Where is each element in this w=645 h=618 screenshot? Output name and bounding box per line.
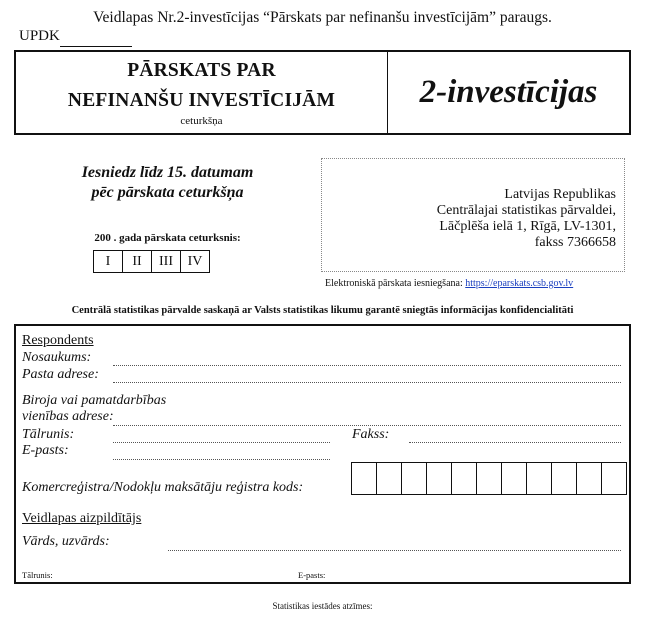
filler-name-field[interactable] xyxy=(168,550,621,551)
address-line3: Lāčplēša ielā 1, Rīgā, LV-1301, xyxy=(439,219,616,234)
email-field[interactable] xyxy=(113,459,330,460)
quarter-box-1[interactable]: I xyxy=(93,250,123,273)
registry-code-cells xyxy=(352,462,627,495)
phone-label: Tālrunis: xyxy=(22,427,75,442)
respondent-section-title: Respondents xyxy=(22,333,94,348)
updk-label: UPDK xyxy=(19,28,60,44)
quarter-label: 200 . gada pārskata ceturksnis: xyxy=(94,232,241,244)
electronic-link[interactable]: https://eparskats.csb.gov.lv xyxy=(465,278,574,289)
form-title-block xyxy=(16,52,388,133)
filler-name-label: Vārds, uzvārds: xyxy=(22,534,110,549)
form-header xyxy=(14,50,631,135)
registry-cell[interactable] xyxy=(601,462,627,495)
electronic-submission xyxy=(325,278,573,289)
registry-cell[interactable] xyxy=(401,462,427,495)
form-title-line1: PĀRSKATS PAR xyxy=(127,60,276,81)
registry-cell[interactable] xyxy=(426,462,452,495)
name-label: Nosaukums: xyxy=(22,350,92,365)
form-subtitle: ceturkšņa xyxy=(180,115,223,127)
postal-label: Pasta adrese: xyxy=(22,367,99,382)
registry-cell[interactable] xyxy=(576,462,602,495)
office-label-line2: vienības adrese: xyxy=(22,409,114,424)
form-code: 2-investīcijas xyxy=(419,74,598,110)
statistics-office-note: Statistikas iestādes atzīmes: xyxy=(272,601,373,611)
recipient-address-box xyxy=(321,158,625,272)
phone-field[interactable] xyxy=(113,442,330,443)
address-line1: Latvijas Republikas xyxy=(504,187,616,202)
registry-cell[interactable] xyxy=(376,462,402,495)
office-label-line1: Biroja vai pamatdarbības xyxy=(22,393,167,408)
quarter-selector xyxy=(94,250,210,273)
fax-field[interactable] xyxy=(409,442,621,443)
confidentiality-notice: Centrālā statistikas pārvalde saskaņā ar Valsts statistikas likumu garantē sniegtās informācijas konfidencialitāti xyxy=(71,305,574,316)
name-field[interactable] xyxy=(113,365,621,366)
registry-cell[interactable] xyxy=(476,462,502,495)
page-caption: Veidlapas Nr.2-investīcijas “Pārskats par nefinanšu investīcijām” paraugs. xyxy=(93,9,552,26)
submission-line2: pēc pārskata ceturkšņa xyxy=(91,184,244,201)
respondent-form xyxy=(14,324,631,584)
submission-line1: Iesniedz līdz 15. datumam xyxy=(81,164,254,181)
registry-cell[interactable] xyxy=(451,462,477,495)
electronic-label: Elektroniskā pārskata iesniegšana: xyxy=(325,278,463,289)
registry-cell[interactable] xyxy=(526,462,552,495)
quarter-box-4[interactable]: IV xyxy=(180,250,210,273)
registry-cell[interactable] xyxy=(351,462,377,495)
filler-phone-label: Tālrunis: xyxy=(22,570,53,580)
postal-address-field[interactable] xyxy=(113,382,621,383)
registry-label: Komercreģistra/Nodokļu maksātāju reģistra kods: xyxy=(22,480,304,495)
filler-section-title: Veidlapas aizpildītājs xyxy=(22,511,142,526)
email-label: E-pasts: xyxy=(22,443,69,458)
submission-deadline xyxy=(50,163,285,203)
registry-cell[interactable] xyxy=(501,462,527,495)
fax-label: Fakss: xyxy=(352,427,390,442)
address-line4: fakss 7366658 xyxy=(534,235,616,250)
recipient-address xyxy=(437,187,616,251)
quarter-box-2[interactable]: II xyxy=(122,250,152,273)
address-line2: Centrālajai statistikas pārvaldei, xyxy=(436,203,616,218)
registry-cell[interactable] xyxy=(551,462,577,495)
filler-email-label: E-pasts: xyxy=(298,570,326,580)
updk-blank-line xyxy=(60,46,132,47)
form-title-line2: NEFINANŠU INVESTĪCIJĀM xyxy=(67,90,336,111)
quarter-box-3[interactable]: III xyxy=(151,250,181,273)
office-address-field[interactable] xyxy=(113,425,621,426)
